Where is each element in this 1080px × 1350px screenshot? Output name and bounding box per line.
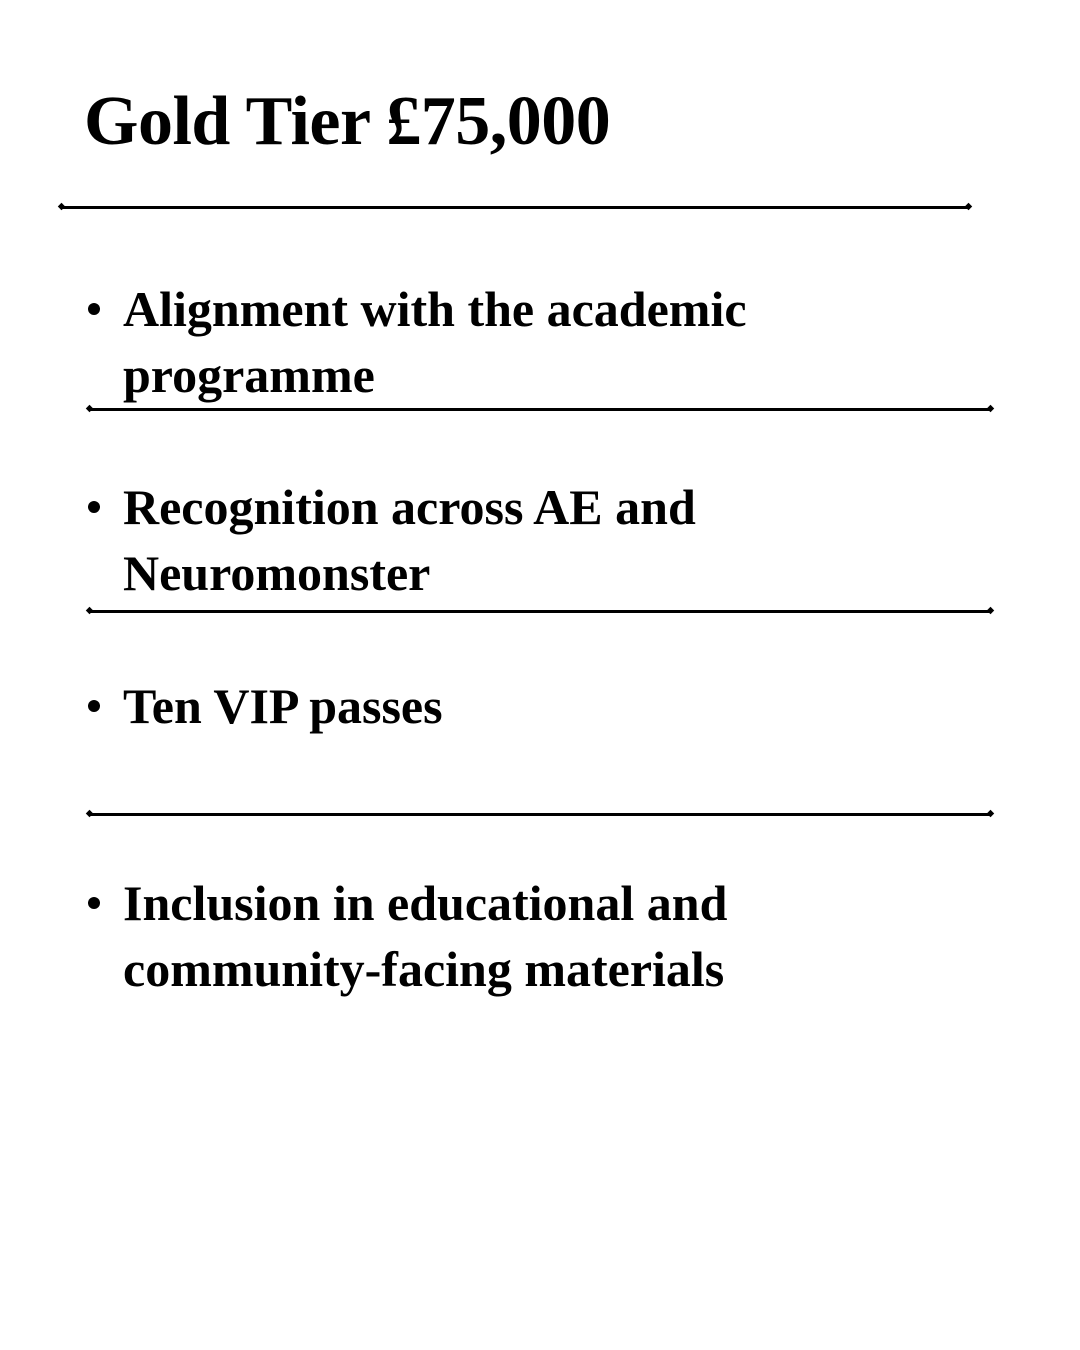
item-divider xyxy=(90,610,990,613)
benefit-item-4 xyxy=(84,870,984,1002)
item-divider xyxy=(90,813,990,816)
title-divider xyxy=(62,206,968,209)
benefit-text: Recognition across AE and Neuromonster xyxy=(123,479,696,601)
bullet-icon xyxy=(88,700,100,712)
benefit-item-1 xyxy=(84,276,984,408)
bullet-icon xyxy=(88,897,100,909)
benefit-text: Ten VIP passes xyxy=(123,678,443,734)
item-divider xyxy=(90,408,990,411)
benefit-item-2 xyxy=(84,474,984,606)
benefit-text: Inclusion in educational and community-facing materials xyxy=(123,875,728,997)
benefit-item-3 xyxy=(84,673,984,739)
page-title: Gold Tier £75,000 xyxy=(84,83,611,160)
benefit-text: Alignment with the academic programme xyxy=(123,281,747,403)
bullet-icon xyxy=(88,303,100,315)
bullet-icon xyxy=(88,501,100,513)
